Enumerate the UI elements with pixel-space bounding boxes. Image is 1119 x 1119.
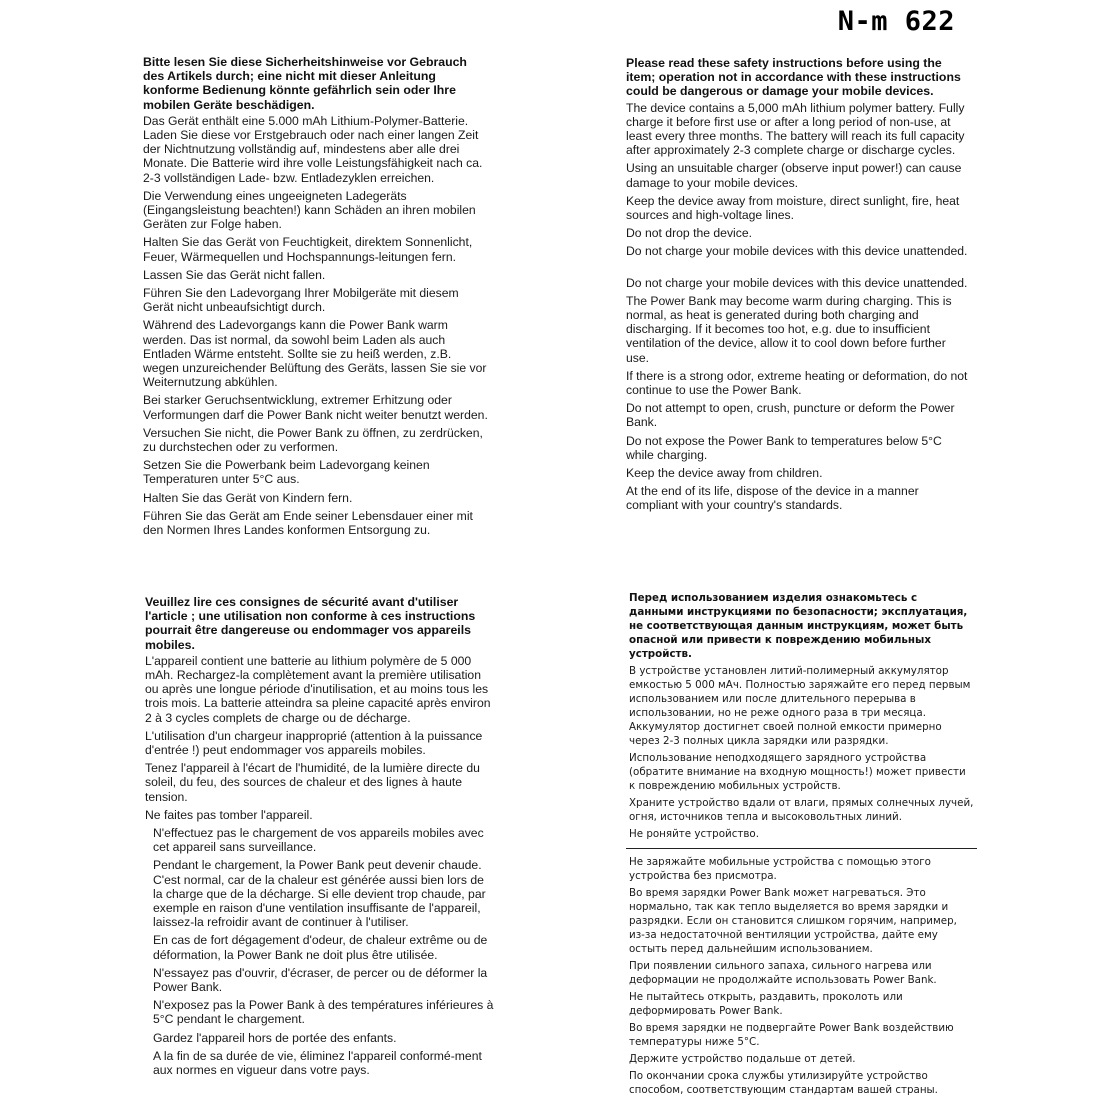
german-heading: Bitte lesen Sie diese Sicherheitshinweise vor Gebrauch des Artikels durch; eine nicht mit dieser Anleitung konforme Bedienung könnte gefährlich sein oder Ihre mobilen Geräte beschädigen. xyxy=(143,55,467,112)
french-paragraph: En cas de fort dégagement d'odeur, de chaleur extrême ou de déformation, la Power Bank ne doit plus être utilisée. xyxy=(153,933,488,962)
english-paragraph: Keep the device away from children. xyxy=(626,466,823,481)
russian-paragraph: По окончании срока службы утилизируйте устройство способом, соответствующим стандартам вашей страны. xyxy=(629,1070,938,1096)
german-paragraph: Halten Sie das Gerät von Feuchtigkeit, direktem Sonnenlicht, Feuer, Wärmequellen und Hochspannungs-leitungen fern. xyxy=(143,235,473,264)
russian-paragraph: Во время зарядки не подвергайте Power Bank воздействию температуры ниже 5°C. xyxy=(629,1022,954,1048)
english-paragraph: Do not charge your mobile devices with this device unattended. xyxy=(626,275,968,290)
english-safety-section xyxy=(626,56,971,517)
german-paragraph: Das Gerät enthält eine 5.000 mAh Lithium-Polymer-Batterie. Laden Sie diese vor Erstgebrauch oder nach einer langen Zeit der Nichtnutzung vollständig auf, mindestens aber alle drei Monate. Die Batterie wird ihre volle Leistungsfähigkeit nach ca. 2-3 vollständigen Lade- bzw. Entladezyklen erreichen. xyxy=(143,113,483,185)
french-paragraph: Gardez l'appareil hors de portée des enfants. xyxy=(153,1030,397,1045)
french-paragraph: Ne faites pas tomber l'appareil. xyxy=(145,807,313,822)
russian-safety-section xyxy=(629,591,974,1100)
section-divider xyxy=(626,848,977,849)
german-paragraph: Bei starker Geruchsentwicklung, extremer Erhitzung oder Verformungen darf die Power Bank nicht weiter benutzt werden. xyxy=(143,393,488,422)
english-paragraph: Do not drop the device. xyxy=(626,226,753,241)
german-paragraph: Lassen Sie das Gerät nicht fallen. xyxy=(143,267,326,282)
english-paragraph: If there is a strong odor, extreme heating or deformation, do not continue to use the Power Bank. xyxy=(626,368,968,398)
german-paragraph: Die Verwendung eines ungeeigneten Ladegeräts (Eingangsleistung beachten!) kann Schäden an ihren mobilen Geräten zur Folge haben. xyxy=(143,188,476,232)
french-paragraph: L'utilisation d'un chargeur inapproprié (attention à la puissance d'entrée !) peut endommager vos appareils mobiles. xyxy=(145,728,483,758)
russian-paragraph: Храните устройство вдали от влаги, прямых солнечных лучей, огня, источников тепла и высоковольтных линий. xyxy=(629,797,974,823)
french-paragraph: N'effectuez pas le chargement de vos appareils mobiles avec cet appareil sans surveillance. xyxy=(153,826,484,855)
english-paragraph: Using an unsuitable charger (observe input power!) can cause damage to your mobile devices. xyxy=(626,161,962,190)
russian-paragraph: В устройстве установлен литий-полимерный аккумулятор емкостью 5 000 мАч. Полностью заряжайте его перед первым использованием или после длительного перерыва в использовании, но не реже одного раза в три месяца. Аккумулятор достигнет своей полной емкости примерно через 2-3 полных цикла зарядки или разрядки. xyxy=(629,665,971,747)
russian-paragraph: При появлении сильного запаха, сильного нагрева или деформации не продолжайте использовать Power Bank. xyxy=(629,960,937,986)
french-paragraph: N'essayez pas d'ouvrir, d'écraser, de percer ou de déformer la Power Bank. xyxy=(153,965,488,995)
english-section-gap xyxy=(626,263,971,276)
french-safety-section xyxy=(145,595,495,1081)
french-paragraph: N'exposez pas la Power Bank à des températures inférieures à 5°C pendant le chargement. xyxy=(153,998,494,1027)
page-reference-code: N-m 622 xyxy=(837,6,955,37)
german-paragraph: Halten Sie das Gerät von Kindern fern. xyxy=(143,490,353,505)
english-paragraph: Do not attempt to open, crush, puncture or deform the Power Bank. xyxy=(626,401,955,430)
russian-heading: Перед использованием изделия ознакомьтесь с данными инструкциями по безопасности; эксплуатация, не соответствующая данным инструкциям, может быть опасной или привести к повреждению мобильных устройств. xyxy=(629,592,968,660)
russian-paragraph: Держите устройство подальше от детей. xyxy=(629,1053,856,1065)
french-paragraph: Tenez l'appareil à l'écart de l'humidité, de la lumière directe du soleil, du feu, des sources de chaleur et des lignes à haute tension. xyxy=(145,761,480,804)
english-paragraph: The device contains a 5,000 mAh lithium polymer battery. Fully charge it before first use or after a long period of non-use, at least every three months. The battery will reach its full capacity after approximately 2-3 complete charge or discharge cycles. xyxy=(626,100,965,158)
russian-paragraph: Во время зарядки Power Bank может нагреваться. Это нормально, так как тепло выделяется во время зарядки и разрядки. Если он становится слишком горячим, например, из-за недостаточной вентиляции устройства, дайте ему остыть перед дальнейшим использованием. xyxy=(629,887,957,955)
german-paragraph: Während des Ladevorgangs kann die Power Bank warm werden. Das ist normal, da sowohl beim Laden als auch Entladen Wärme entsteht. Sollte sie zu heiß werden, z.B. wegen unzureichender Belüftung des Geräts, lassen Sie sie vor Weiternutzung abkühlen. xyxy=(143,318,487,390)
english-paragraph: At the end of its life, dispose of the device in a manner compliant with your country's standards. xyxy=(626,484,919,513)
english-paragraph: Do not charge your mobile devices with this device unattended. xyxy=(626,244,968,259)
russian-paragraph: Не роняйте устройство. xyxy=(629,828,759,840)
german-paragraph: Führen Sie das Gerät am Ende seiner Lebensdauer einer mit den Normen Ihres Landes konformen Entsorgung zu. xyxy=(143,508,473,538)
english-paragraph: Do not expose the Power Bank to temperatures below 5°C while charging. xyxy=(626,433,942,462)
french-paragraph: A la fin de sa durée de vie, éliminez l'appareil conformé-ment aux normes en vigueur dans votre pays. xyxy=(153,1048,482,1078)
german-paragraph: Setzen Sie die Powerbank beim Ladevorgang keinen Temperaturen unter 5°C aus. xyxy=(143,458,430,487)
german-paragraph: Führen Sie den Ladevorgang Ihrer Mobilgeräte mit diesem Gerät nicht unbeaufsichtigt durch. xyxy=(143,286,459,315)
russian-paragraph: Использование неподходящего зарядного устройства (обратите внимание на входную мощность!) может привести к повреждению мобильных устройств. xyxy=(629,752,966,792)
russian-paragraph: Не заряжайте мобильные устройства с помощью этого устройства без присмотра. xyxy=(629,856,931,882)
french-heading: Veuillez lire ces consignes de sécurité avant d'utiliser l'article ; une utilisation non conforme à ces instructions pourrait être dangereuse ou endommager vos appareils mobiles. xyxy=(145,595,476,652)
russian-paragraph: Не пытайтесь открыть, раздавить, проколоть или деформировать Power Bank. xyxy=(629,991,903,1017)
english-paragraph: Keep the device away from moisture, direct sunlight, fire, heat sources and high-voltage lines. xyxy=(626,193,960,223)
french-paragraph: L'appareil contient une batterie au lithium polymère de 5 000 mAh. Rechargez-la complètement avant la première utilisation ou après une longue période d'inutilisation, et au moins tous les trois mois. La batterie atteindra sa pleine capacité après environ 2 à 3 cycles complets de charge ou de décharge. xyxy=(145,653,491,725)
french-paragraph: Pendant le chargement, la Power Bank peut devenir chaude. C'est normal, car de la chaleur est générée aussi bien lors de la charge que de la décharge. Si elle devient trop chaude, par exemple en raison d'une ventilation insuffisante de l'appareil, laissez-la refroidir avant de continuer à l'utiliser. xyxy=(153,858,486,930)
english-paragraph: The Power Bank may become warm during charging. This is normal, as heat is generated during both charging and discharging. If it becomes too hot, e.g. due to insufficient ventilation of the device, allow it to cool down before further use. xyxy=(626,293,952,365)
german-paragraph: Versuchen Sie nicht, die Power Bank zu öffnen, zu zerdrücken, zu durchstechen oder zu verformen. xyxy=(143,425,483,455)
english-heading: Please read these safety instructions before using the item; operation not in accordance with these instructions could be dangerous or damage your mobile devices. xyxy=(626,56,961,99)
german-safety-section xyxy=(143,55,488,541)
